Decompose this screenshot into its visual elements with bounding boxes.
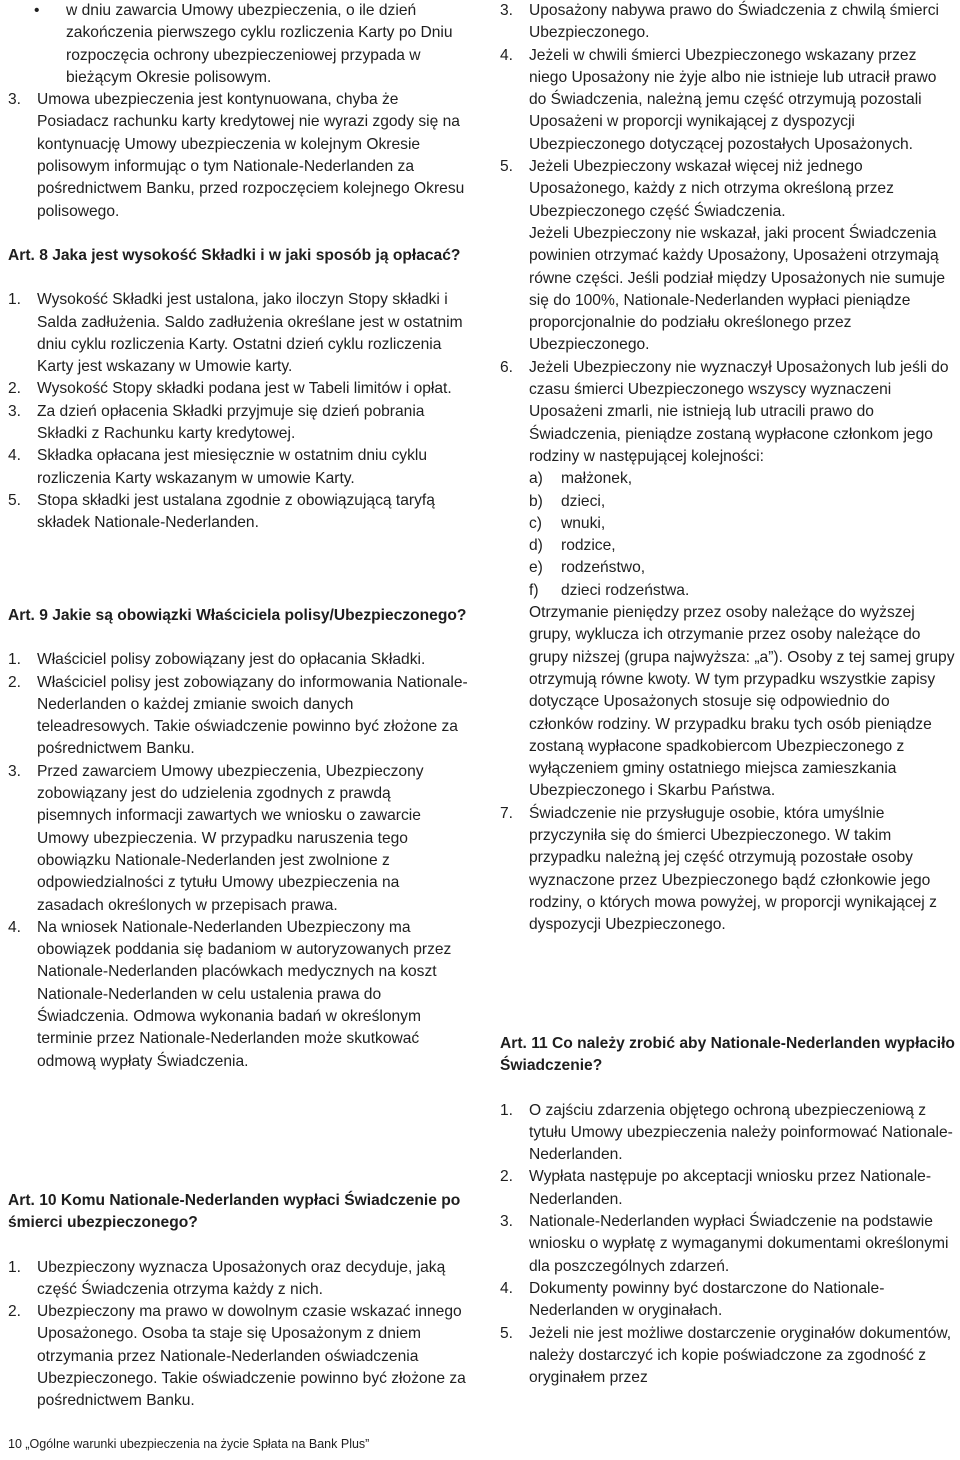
item-number: 2.: [500, 1168, 514, 1186]
item-number: 2.: [8, 1303, 22, 1321]
family-order-list: [500, 468, 958, 602]
item-number: 2.: [8, 380, 22, 398]
item-letter: d): [529, 537, 543, 555]
art9-list: [8, 649, 468, 1073]
art11-item: [500, 1166, 958, 1211]
intro-bullet-item: [8, 0, 468, 89]
item-text: Jeżeli Ubezpieczony nie wyznaczył Uposażonych lub jeśli do czasu śmierci Ubezpieczonego wszyscy wyznaczeni Uposażeni zmarli, nie istnieją lub utracili prawo do Świadczenia, pieniądze zostaną wypłacone członkom jego rodziny w następującej kolejności:: [529, 358, 949, 465]
art11-item: [500, 1100, 958, 1167]
item-number: 3.: [500, 1213, 514, 1231]
item-text: małżonek,: [561, 470, 633, 488]
family-item: [500, 491, 958, 513]
item-number: 6.: [500, 358, 514, 376]
art11-section: [500, 1033, 958, 1389]
item-text: Przed zawarciem Umowy ubezpieczenia, Ubezpieczony zobowiązany jest do udzielenia zgodnych z prawdą pisemnych informacji zawartych we wniosku o zawarcie Umowy ubezpieczenia. W przypadku naruszenia tego obowiązku Nationale-Nederlanden jest zwolnione z odpowiedzialności z tytułu Umowy ubezpieczenia na zasadach określonych w przepisach prawa.: [37, 762, 424, 914]
item-text: dzieci,: [561, 492, 606, 510]
item-number: 3.: [8, 91, 22, 109]
item-text: Jeżeli Ubezpieczony wskazał więcej niż jednego Uposażonego, każdy z nich otrzyma określoną przez Ubezpieczonego część Świadczenia.: [529, 158, 894, 220]
item-text: O zajściu zdarzenia objętego ochroną ubezpieczeniową z tytułu Umowy ubezpieczenia należy poinformować Nationale-Nederlanden.: [529, 1101, 953, 1164]
item-number: 4.: [500, 1279, 514, 1297]
family-item: [500, 468, 958, 490]
page-number: 10: [8, 1437, 22, 1451]
item-text: dzieci rodzeństwa.: [561, 581, 690, 599]
item-text: Właściciel polisy jest zobowiązany do informowania Nationale-Nederlanden o każdej zmianie swoich danych teleadresowych. Takie oświadczenie powinno być złożone za pośrednictwem Banku.: [37, 673, 468, 758]
item-number: 4.: [500, 46, 514, 64]
item-text: Jeżeli w chwili śmierci Ubezpieczonego wskazany przez niego Uposażony nie żyje albo nie istnieje lub utracił prawo do Świadczenia, należną jemu część otrzymują pozostali Uposażeni w proporcji wynikającej z dyspozycji Ubezpieczonego dotyczącej pozostałych Uposażonych.: [529, 46, 937, 153]
family-item: [500, 513, 958, 535]
art8-heading: Art. 8 Jaka jest wysokość Składki i w jaki sposób ją opłacać?: [8, 247, 461, 264]
item-number: 7.: [500, 804, 514, 822]
art10-item: [500, 156, 958, 223]
item-text: Za dzień opłacenia Składki przyjmuje się dzień pobrania Składki z Rachunku karty kredytowej.: [37, 402, 425, 443]
item-number: 1.: [500, 1101, 514, 1119]
item-number: 5.: [500, 1324, 514, 1342]
art10-item: [8, 1257, 468, 1302]
item-text: rodzice,: [561, 537, 616, 555]
art9-heading: Art. 9 Jakie są obowiązki Właściciela polisy/Ubezpieczonego?: [8, 607, 467, 624]
item-text: Wypłata następuje po akceptacji wniosku przez Nationale-Nederlanden.: [529, 1168, 932, 1208]
item-number: 1.: [8, 1258, 22, 1276]
family-item: [500, 580, 958, 602]
art10-item: [500, 357, 958, 468]
art8-item: [8, 289, 468, 378]
item-number: 1.: [8, 651, 22, 669]
art10-continued: [500, 0, 958, 936]
intro-bullet-text: w dniu zawarcia Umowy ubezpieczenia, o ile dzień zakończenia pierwszego cyklu rozliczenia Karty po Dniu rozpoczęcia ochrony ubezpieczeniowej przypada w bieżącym Okresie polisowym.: [66, 2, 453, 86]
item-text: rodzeństwo,: [561, 559, 646, 577]
art9-section: [8, 605, 468, 1073]
item-letter: f): [529, 581, 539, 599]
art11-item: [500, 1278, 958, 1323]
item-number: 1.: [8, 291, 22, 309]
intro-item-3: [8, 89, 468, 223]
item-text: Uposażony nabywa prawo do Świadczenia z chwilą śmierci Ubezpieczonego.: [529, 2, 939, 42]
item-text: Nationale-Nederlanden wypłaci Świadczenie na podstawie wniosku o wypłatę z wymaganymi dokumentami określonymi dla poszczególnych zdarzeń.: [529, 1213, 949, 1275]
art8-item: [8, 401, 468, 446]
art10-item: [8, 1301, 468, 1412]
family-item: [500, 535, 958, 557]
art10-item: [500, 45, 958, 156]
art10-item: [500, 0, 958, 45]
bullet-icon: •: [34, 2, 40, 19]
item-text: Ubezpieczony wyznacza Uposażonych oraz decyduje, jaką część Świadczenia otrzyma każdy z nich.: [37, 1258, 446, 1298]
item-text: Stopa składki jest ustalana zgodnie z obowiązującą taryfą składek Nationale-Nederlanden.: [37, 491, 435, 532]
item-number: 3.: [500, 2, 514, 19]
art8-section: [8, 245, 468, 535]
item-text: Świadczenie nie przysługuje osobie, która umyślnie przyczyniła się do śmierci Ubezpieczonego. W takim przypadku należną jej część otrzymują pozostałe osoby wyznaczone przez Ubezpieczonego bądź członkowie jego rodziny, o których mowa powyżej, w proporcji wynikającej z dyspozycji Ubezpieczonego.: [529, 804, 937, 934]
item-number: 2.: [8, 673, 22, 691]
item-number: 3.: [8, 762, 22, 780]
document-title: „Ogólne warunki ubezpieczenia na życie Spłata na Bank Plus”: [25, 1437, 370, 1451]
item-letter: a): [529, 470, 543, 488]
art8-item: [8, 490, 468, 535]
intro-section: [8, 0, 468, 223]
art10-section: [8, 1190, 468, 1413]
item-number: 4.: [8, 918, 22, 936]
art11-item: [500, 1211, 958, 1278]
art11-heading: Art. 11 Co należy zrobić aby Nationale-Nederlanden wypłaciło Świadczenie?: [500, 1035, 955, 1075]
item-text: Dokumenty powinny być dostarczone do Nationale-Nederlanden w oryginałach.: [529, 1279, 885, 1320]
item-number: 4.: [8, 447, 22, 465]
art11-list: [500, 1100, 958, 1390]
art9-item: [8, 672, 468, 761]
item-text: Właściciel polisy zobowiązany jest do opłacania Składki.: [37, 651, 426, 669]
item-text: Ubezpieczony ma prawo w dowolnym czasie wskazać innego Uposażonego. Osoba ta staje się Uposażonym z dniem otrzymania przez Nationale-Nederlanden oświadczenia Ubezpieczonego. Takie oświadczenie powinno być złożone za pośrednictwem Banku.: [37, 1303, 466, 1410]
item-text: wnuki,: [561, 514, 606, 532]
art11-item: [500, 1323, 958, 1390]
art8-list: [8, 289, 468, 534]
art9-item: [8, 761, 468, 917]
item-text: Na wniosek Nationale-Nederlanden Ubezpieczony ma obowiązek poddania się badaniom w autoryzowanych przez Nationale-Nederlanden placówkach medycznych na koszt Nationale-Nederlanden w celu ustalenia prawa do Świadczenia. Odmowa wykonania badań w określonym terminie przez Nationale-Nederlanden może skutkować odmową wypłaty Świadczenia.: [37, 918, 452, 1070]
art10-list: [8, 1257, 468, 1413]
item-5-continuation: Jeżeli Ubezpieczony nie wskazał, jaki procent Świadczenia powinien otrzymać każdy Uposażony, Uposażeni otrzymają równe części. Jeśli podział między Uposażonych nie sumuje się do 100%, Nationale-Nederlanden wypłaci pieniądze proporcjonalnie do podziału określonego przez Ubezpieczonego.: [529, 224, 946, 354]
family-item: [500, 557, 958, 579]
item-6-continuation: Otrzymanie pieniędzy przez osoby należące do wyższej grupy, wyklucza ich otrzymanie przez osoby należące do grupy niższej (grupa najwyższa: „a”). Osoby z tej samej grupy otrzymują równe kwoty. W tym przypadku wszystkie zapisy dotyczące Uposażonych stosuje się odpowiednio do członków rodziny. W przypadku braku tych osób pieniądze zostaną wypłacone spadkobiercom Ubezpieczonego z wyłączeniem gminy ostatniego miejsca zamieszkania Ubezpieczonego i Skarbu Państwa.: [529, 604, 955, 800]
item-letter: c): [529, 514, 542, 532]
item-letter: b): [529, 492, 543, 510]
art10-heading: Art. 10 Komu Nationale-Nederlanden wypłaci Świadczenie po śmierci ubezpieczonego?: [8, 1192, 461, 1232]
art9-item: [8, 649, 468, 671]
art9-item: [8, 917, 468, 1073]
item-text: Wysokość Składki jest ustalona, jako iloczyn Stopy składki i Salda zadłużenia. Saldo zadłużenia określane jest w ostatnim dniu cyklu rozliczenia Karty. Ostatni dzień cyklu rozliczenia Karty jest wskazany w Umowie karty.: [37, 291, 463, 376]
item-text: Wysokość Stopy składki podana jest w Tabeli limitów i opłat.: [37, 380, 452, 398]
page-footer: [8, 1436, 369, 1452]
art10-item: [500, 803, 958, 937]
item-number: 5.: [500, 158, 514, 176]
art8-item: [8, 445, 468, 490]
item-text: Jeżeli nie jest możliwe dostarczenie oryginałów dokumentów, należy dostarczyć ich kopie poświadczone za zgodność z oryginałem przez: [529, 1324, 952, 1387]
item-number: 5.: [8, 491, 22, 509]
intro-item-3-text: Umowa ubezpieczenia jest kontynuowana, chyba że Posiadacz rachunku karty kredytowej nie wyrazi zgody się na kontynuację Umowy ubezpieczenia w kolejnym Okresie polisowym informując o tym Nationale-Nederlanden za pośrednictwem Banku, przed rozpoczęciem kolejnego Okresu polisowego.: [37, 91, 465, 220]
item-letter: e): [529, 559, 543, 577]
item-text: Składka opłacana jest miesięcznie w ostatnim dniu cyklu rozliczenia Karty wskazanym w umowie Karty.: [37, 447, 428, 487]
item-number: 3.: [8, 402, 22, 420]
art8-item: [8, 378, 468, 400]
